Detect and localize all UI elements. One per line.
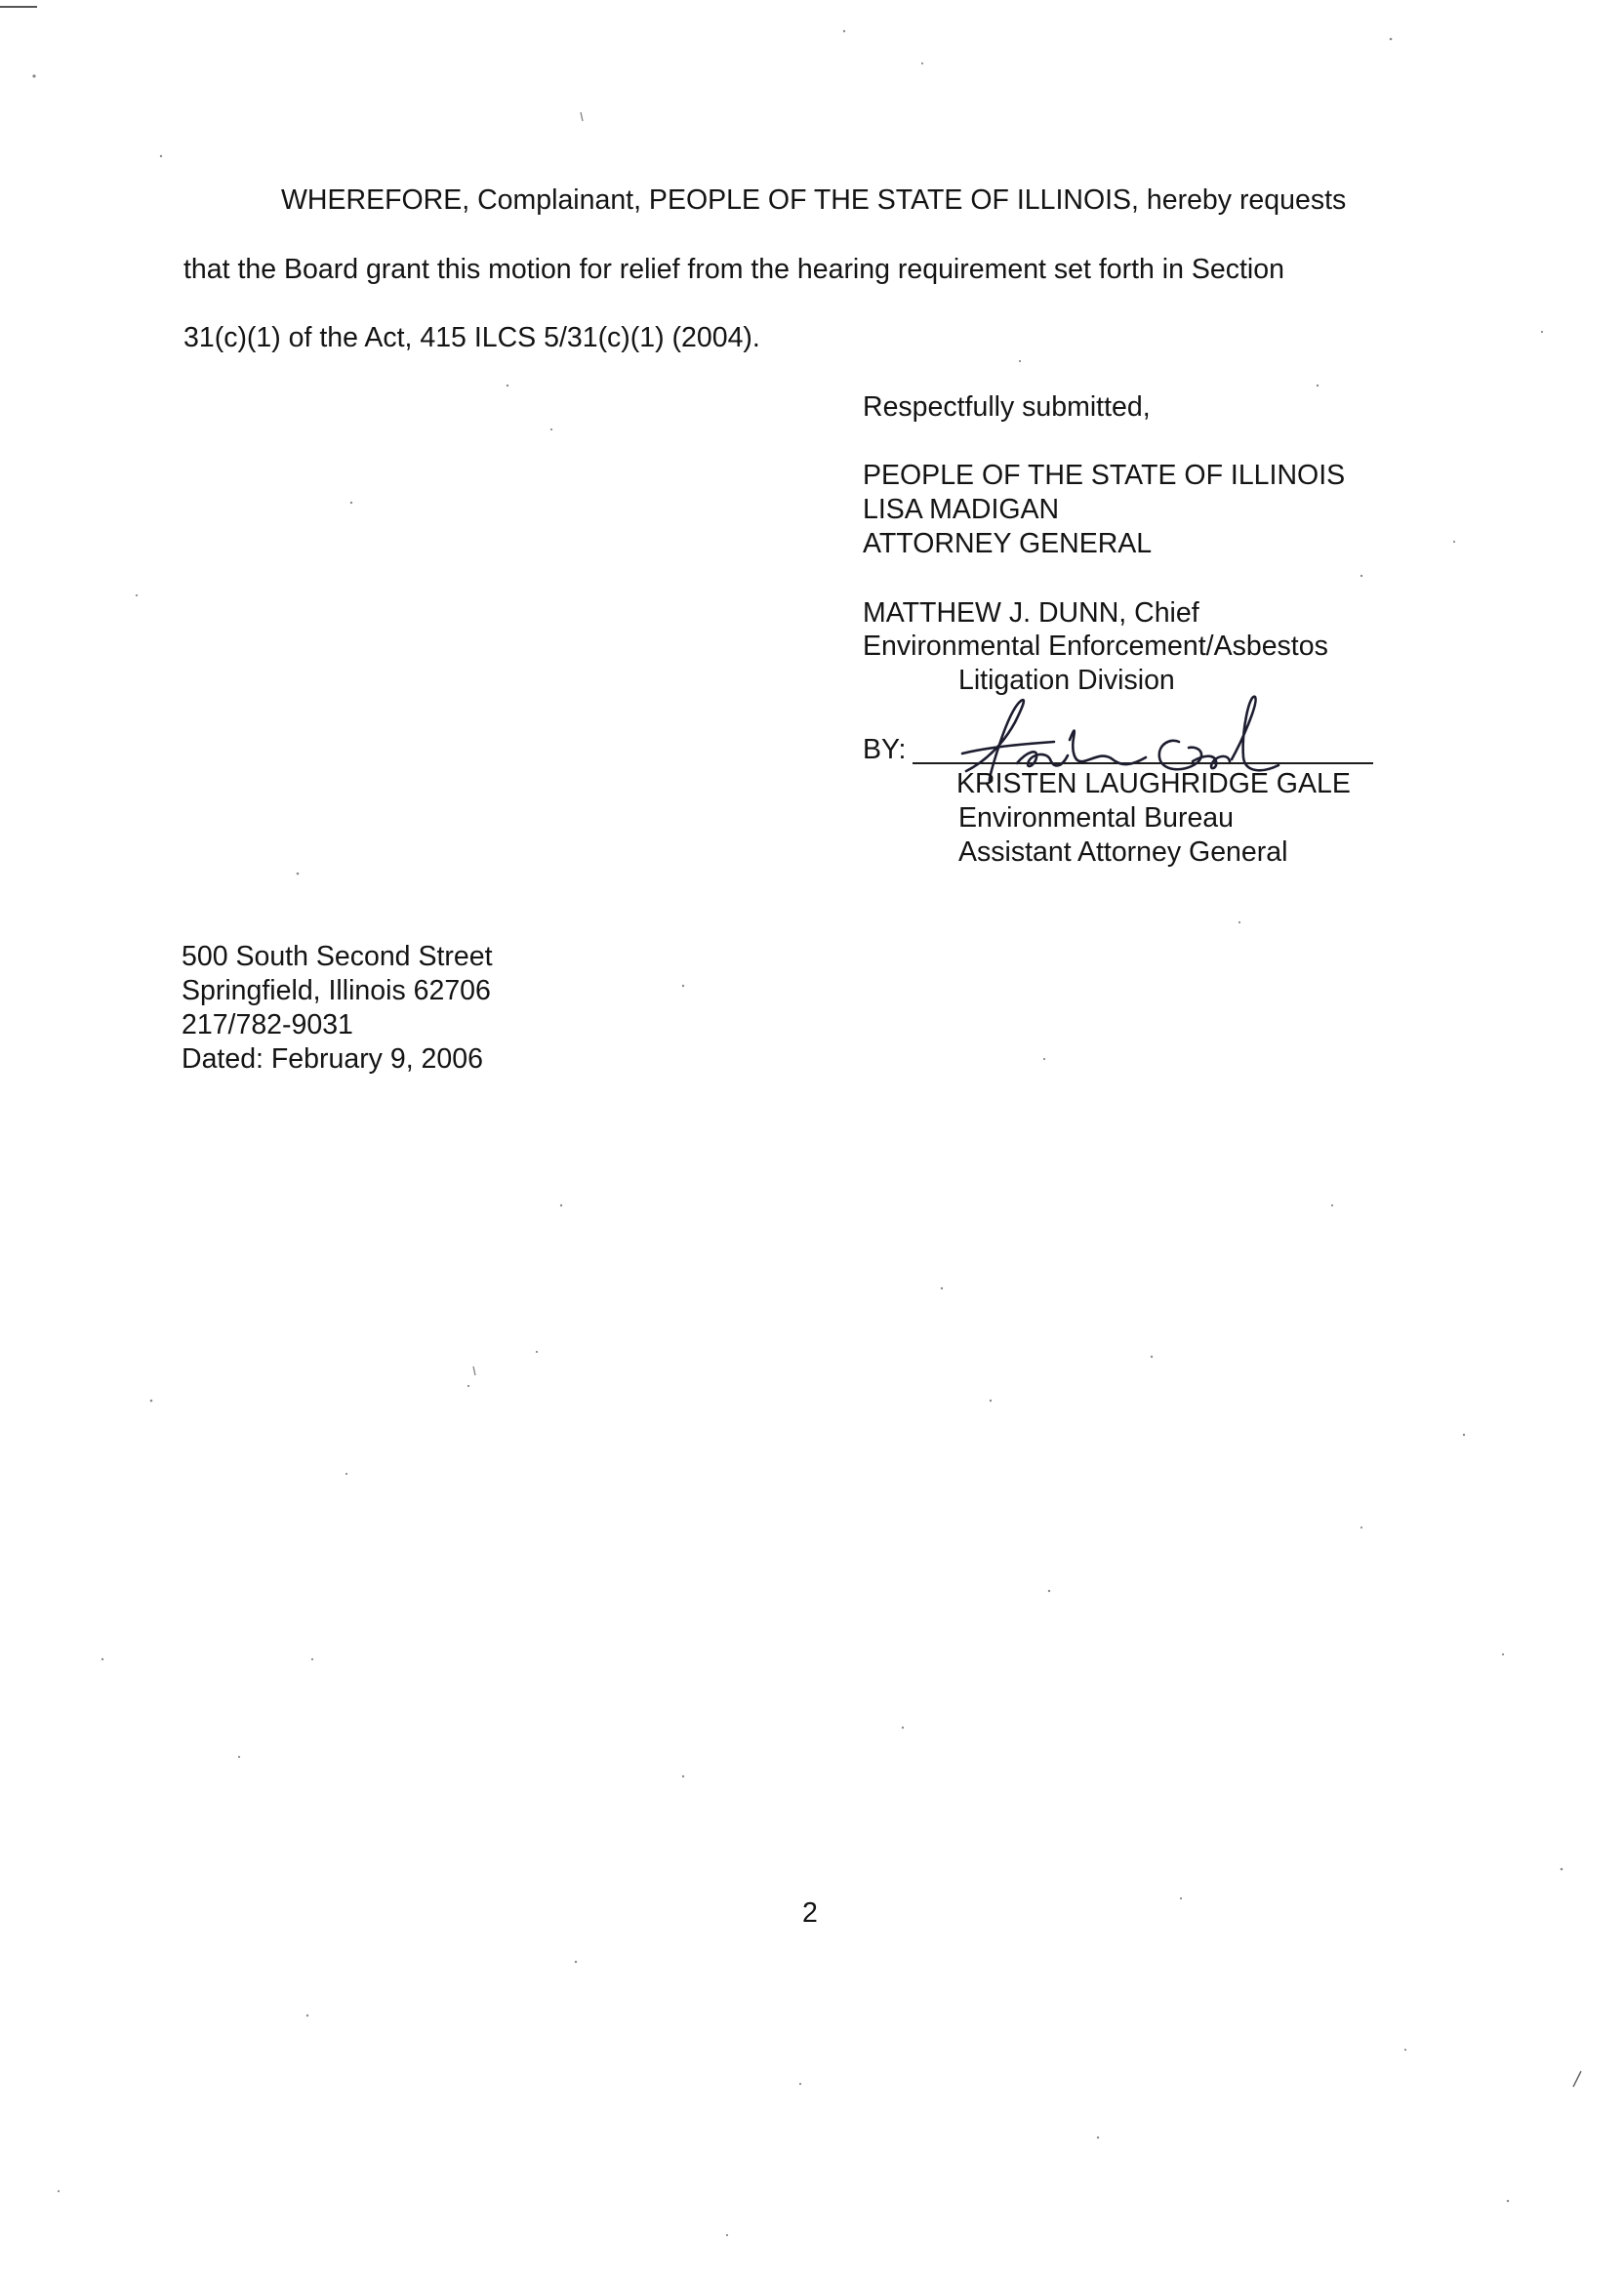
address-street: 500 South Second Street [182,941,493,972]
signer-title: Assistant Attorney General [958,836,1288,868]
attorney-general-title: ATTORNEY GENERAL [863,528,1153,559]
address-phone: 217/782-9031 [182,1009,353,1040]
date-line: Dated: February 9, 2006 [182,1043,483,1075]
division-line-1: Environmental Enforcement/Asbestos [863,631,1328,662]
body-line-3: 31(c)(1) of the Act, 415 ILCS 5/31(c)(1) (2004). [183,322,760,353]
division-line-2: Litigation Division [958,665,1175,696]
closing: Respectfully submitted, [863,391,1151,423]
by-label: BY: [863,734,907,765]
signer-bureau: Environmental Bureau [958,802,1234,834]
body-line-1: WHEREFORE, Complainant, PEOPLE OF THE STATE OF ILLINOIS, hereby requests [281,184,1347,216]
party-name: PEOPLE OF THE STATE OF ILLINOIS [863,460,1346,491]
chief-name: MATTHEW J. DUNN, Chief [863,597,1199,629]
body-line-2: that the Board grant this motion for relief from the hearing requirement set forth in Section [183,254,1284,285]
page-number: 2 [802,1897,818,1929]
address-city: Springfield, Illinois 62706 [182,975,491,1006]
signer-name: KRISTEN LAUGHRIDGE GALE [956,768,1351,799]
attorney-general-name: LISA MADIGAN [863,494,1060,525]
